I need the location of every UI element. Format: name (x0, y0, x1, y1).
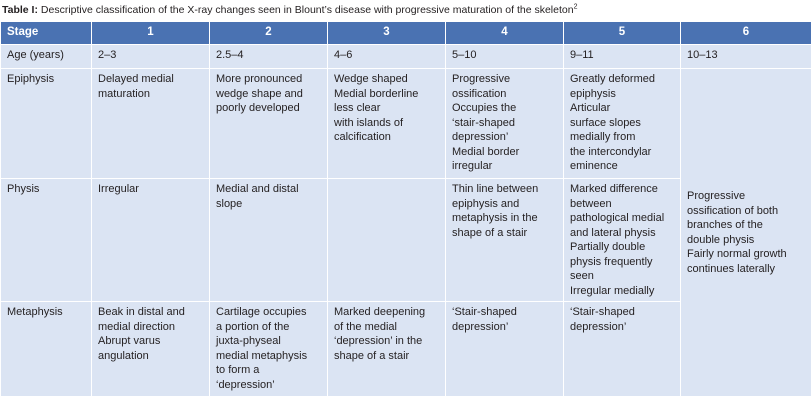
cell-text-line: continues laterally (687, 262, 776, 275)
cell-text-line: Progressive (452, 73, 511, 85)
cell-text-line: Delayed medial (98, 73, 174, 85)
physis-stage-1 (92, 179, 210, 302)
age-stage-5: 9–11 (564, 45, 681, 69)
cell-text-line: medial direction (98, 320, 176, 333)
cell-text-line: and lateral physis (570, 226, 656, 239)
cell-text-line: between (570, 197, 612, 210)
header-stage-3: 3 (328, 22, 446, 45)
cell-text-line: maturation (98, 87, 150, 100)
epiphysis-stage-3 (328, 69, 446, 179)
caption-reference: 2 (573, 3, 578, 11)
cell-text-line: ossification of both (687, 204, 779, 217)
age-stage-1: 2–3 (92, 45, 210, 69)
header-stage-2: 2 (210, 22, 328, 45)
epiphysis-stage-4 (446, 69, 564, 179)
epiphysis-stage-2 (210, 69, 328, 179)
row-label-epiphysis: Epiphysis (1, 69, 92, 179)
cell-text-line: epiphysis (570, 87, 616, 100)
cell-text-line: physis frequently (570, 255, 653, 268)
table-header-row (1, 22, 811, 45)
cell-text-line: epiphysis and (452, 197, 520, 210)
cell-text-line: Medial and distal (216, 183, 299, 195)
table-row-age (1, 45, 811, 69)
epiphysis-stage-1 (92, 69, 210, 179)
cell-text-line: depression’ (452, 131, 509, 143)
cell-text-line: ossification (452, 87, 507, 100)
table-caption (2, 2, 577, 18)
cell-text-line: medially from (570, 131, 636, 143)
metaphysis-stage-5 (564, 302, 681, 397)
cell-text-line: Medial borderline (334, 87, 419, 100)
caption-label: Table I: (2, 4, 38, 16)
cell-text-line: slope (216, 197, 243, 210)
row-label-age: Age (years) (1, 45, 92, 69)
cell-text-line: less clear (334, 102, 381, 114)
cell-text-line: eminence (570, 160, 618, 172)
cell-text-line: surface slopes (570, 116, 641, 129)
header-stage-6: 6 (681, 22, 811, 45)
header-stage: Stage (1, 22, 92, 45)
cell-text-line: Thin line between (452, 183, 539, 195)
cell-text-line: calcification (334, 131, 391, 143)
cell-text-line: of the medial (334, 320, 397, 333)
cell-text-line: Progressive (687, 190, 746, 202)
cell-text-line: Greatly deformed (570, 73, 655, 85)
metaphysis-stage-2 (210, 302, 328, 397)
cell-text-line: Medial border (452, 145, 520, 158)
metaphysis-stage-3 (328, 302, 446, 397)
age-stage-2: 2.5–4 (210, 45, 328, 69)
cell-text-line: Articular (570, 102, 611, 114)
header-stage-5: 5 (564, 22, 681, 45)
physis-stage-5 (564, 179, 681, 302)
cell-text-line: Partially double (570, 241, 646, 253)
cell-text-line: Cartilage occupies (216, 306, 307, 318)
cell-text-line: More pronounced (216, 73, 303, 85)
cell-text-line: with islands of (334, 116, 404, 129)
cell-text-line: Irregular medially (570, 284, 655, 297)
row-label-metaphysis: Metaphysis (1, 302, 92, 397)
cell-text-line: irregular (452, 160, 493, 172)
age-stage-4: 5–10 (446, 45, 564, 69)
cell-text-line: ‘depression’ in the (334, 335, 423, 347)
cell-text-line: Beak in distal and (98, 306, 185, 318)
cell-text-line: Marked difference (570, 183, 658, 195)
row-label-physis: Physis (1, 179, 92, 302)
physis-stage-3 (328, 179, 446, 302)
cell-text-line: ‘depression’ (216, 378, 275, 391)
cell-text-line: ‘Stair-shaped (570, 306, 635, 318)
cell-text-line: shape of a stair (452, 226, 528, 239)
cell-text-line: ‘stair-shaped (452, 116, 515, 129)
cell-text-line: double physis (687, 233, 755, 246)
cell-text-line: pathological medial (570, 212, 665, 224)
cell-text-line: angulation (98, 349, 149, 362)
age-stage-3: 4–6 (328, 45, 446, 69)
cell-text-line: Wedge shaped (334, 73, 408, 85)
cell-text-line: Fairly normal growth (687, 248, 787, 260)
cell-text-line: ‘Stair-shaped (452, 306, 517, 318)
cell-text-line: depression’ (452, 320, 509, 333)
cell-text-line: the intercondylar (570, 145, 652, 158)
age-stage-6: 10–13 (681, 45, 811, 69)
cell-text-line: Irregular (98, 183, 139, 195)
caption-text: Descriptive classification of the X-ray changes seen in Blount’s disease with progressive maturation of the skeleton (37, 4, 574, 16)
header-stage-1: 1 (92, 22, 210, 45)
cell-text-line: branches of the (687, 219, 763, 231)
metaphysis-stage-1 (92, 302, 210, 397)
cell-text-line: juxta-physeal (216, 335, 281, 347)
cell-text-line: shape of a stair (334, 349, 410, 362)
cell-text-line: Marked deepening (334, 306, 426, 318)
physis-stage-4 (446, 179, 564, 302)
cell-text-line: Occupies the (452, 102, 517, 114)
physis-stage-2 (210, 179, 328, 302)
cell-text-line: a portion of the (216, 320, 290, 333)
classification-table (0, 21, 811, 397)
cell-text-line: to form a (216, 364, 260, 376)
cell-text-line: seen (570, 270, 594, 282)
table-row-epiphysis (1, 69, 811, 179)
cell-text-line: metaphysis in the (452, 212, 538, 224)
cell-text-line: depression’ (570, 320, 627, 333)
header-stage-4: 4 (446, 22, 564, 45)
cell-text-line: wedge shape and (216, 87, 303, 100)
epiphysis-stage-5 (564, 69, 681, 179)
cell-text-line: Abrupt varus (98, 335, 161, 347)
cell-text-line: poorly developed (216, 102, 300, 114)
stage-6-merged-cell (681, 69, 811, 397)
metaphysis-stage-4 (446, 302, 564, 397)
cell-text-line: medial metaphysis (216, 349, 308, 362)
